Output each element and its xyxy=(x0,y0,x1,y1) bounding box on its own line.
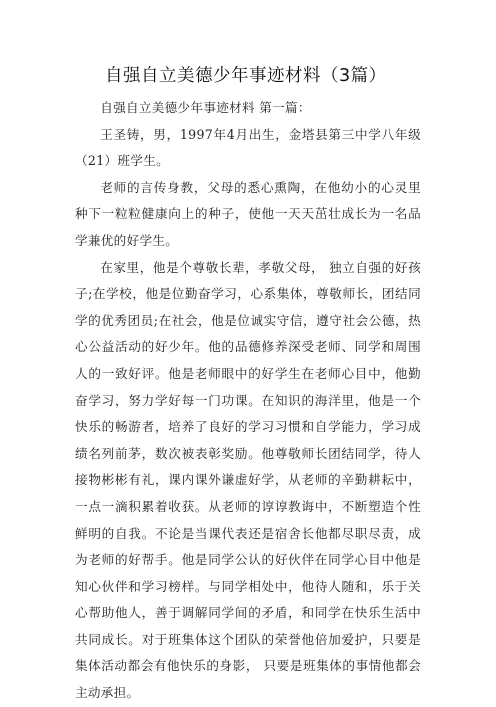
paragraph-character: 在家里，他是个尊敬长辈，孝敬父母， 独立自强的好孩子;在学校，他是位勤奋学习，心系集体，尊敬师长，团结同学的优秀团员;在社会，他是位诚实守信，遵守社会公德，热心公益活动的好少年。他的品德修养深受老师、同学和周围人的一致好评。他是老师眼中的好学生在老师心目中，他勤奋学习，努力学好每一门功课。在知识的海洋里，他是一个快乐的畅游者，培养了良好的学习习惯和自学能力，学习成绩名列前茅，数次被表彰奖励。他尊敬师长团结同学，待人接物彬彬有礼，课内课外谦虚好学，从老师的辛勤耕耘中，一点一滴积累着收获。从老师的谆谆教诲中，不断塑造个性鲜明的自我。不论是当课代表还是宿舍长他都尽职尽责，成为老师的好帮手。他是同学公认的好伙伴在同学心目中他是知心伙伴和学习榜样。与同学相处中，他待人随和，乐于关心帮助他人，善于调解同学间的矛盾，和同学在快乐生活中共同成长。对于班集体这个团队的荣誉他倍加爱护，只要是集体活动都会有他快乐的身影， 只要是班集体的事情他都会主动承担。 xyxy=(75,259,421,701)
document-page xyxy=(75,62,421,707)
paragraph-upbringing: 老师的言传身教，父母的悉心熏陶，在他幼小的心灵里种下一粒粒健康向上的种子，使他一天天茁壮成长为一名品学兼优的好学生。 xyxy=(75,179,421,248)
paragraph-student-info: 王圣铸，男，1997年4月出生，金塔县第三中学八年级（21）班学生。 xyxy=(75,126,421,169)
paragraph-section-heading: 自强自立美德少年事迹材料 第一篇： xyxy=(100,100,311,115)
document-title: 自强自立美德少年事迹材料（3篇） xyxy=(105,66,387,86)
